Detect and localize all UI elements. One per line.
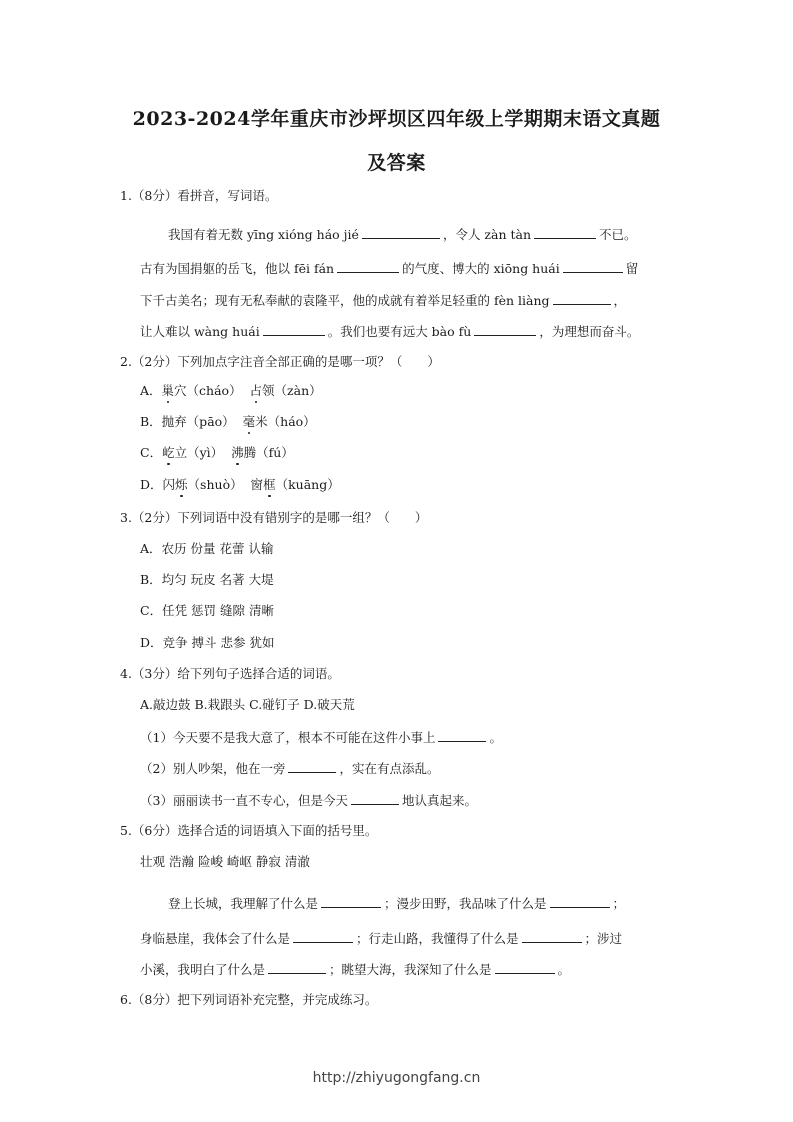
footer-url[interactable]: http://zhiyugongfang.cn [312, 1070, 481, 1086]
answer-blank[interactable] [293, 928, 353, 943]
q1-line4: 让人难以 wàng huái 。我们也要有远大 bào fù ，为理想而奋斗。 [140, 321, 639, 342]
q1-line2: 古有为国捐躯的岳飞，他以 fēi fán 的气度、博大的 xiōng huái 留 [140, 258, 638, 279]
q4-sentence-2: （2）别人吵架，他在一旁 ，实在有点添乱。 [140, 758, 439, 779]
answer-blank[interactable] [288, 758, 336, 773]
q4-options: A.敲边鼓 B.栽跟头 C.碰钉子 D.破天荒 [140, 697, 355, 712]
answer-blank[interactable] [522, 928, 582, 943]
q5-word-bank: 壮观 浩瀚 险峻 崎岖 静寂 清澈 [140, 854, 310, 869]
q3-option-d[interactable]: D．竞争 搏斗 悲参 犹如 [140, 635, 275, 650]
answer-blank[interactable] [263, 321, 325, 336]
q1-line1: 我国有着无数 yīng xióng háo jié ，令人 zàn tàn 不已。 [168, 224, 637, 245]
q1-line3: 下千古美名；现有无私奉献的袁隆平，他的成就有着举足轻重的 fèn liàng ， [140, 290, 626, 311]
q5-line3: 小溪，我明白了什么是 ；眺望大海，我深知了什么是 。 [140, 959, 570, 980]
q4-heading: 4.（3分）给下列句子选择合适的词语。 [120, 666, 340, 681]
dotted-char: 烁 [175, 477, 188, 492]
dotted-char: 沸 [231, 445, 244, 460]
answer-blank[interactable] [351, 790, 399, 805]
dotted-char: 毫 [242, 414, 256, 429]
dotted-char: 巢 [161, 383, 175, 398]
q4-sentence-3: （3）丽丽读书一直不专心，但是今天 地认真起来。 [140, 790, 477, 811]
answer-blank[interactable] [495, 959, 555, 974]
q1-heading: 1.（8分）看拼音，写词语。 [120, 188, 278, 203]
answer-blank[interactable] [534, 224, 596, 239]
q2-option-a[interactable]: A．巢穴（cháo） 占领（zàn） [140, 383, 322, 398]
q2-option-b[interactable]: B．抛弃（pāo） 毫米（háo） [140, 414, 316, 429]
q3-heading: 3.（2分）下列词语中没有错别字的是哪一组？（ ） [120, 510, 428, 525]
answer-blank[interactable] [474, 321, 536, 336]
answer-blank[interactable] [362, 224, 440, 239]
q4-sentence-1: （1）今天要不是我大意了，根本不可能在这件小事上 。 [140, 727, 502, 748]
q5-line1: 登上长城，我理解了什么是 ；漫步田野，我品味了什么是 ； [168, 893, 625, 914]
q2-option-d[interactable]: D．闪烁（shuò） 窗框（kuāng） [140, 477, 340, 492]
dotted-char: 屹 [162, 445, 175, 460]
q6-heading: 6.（8分）把下列词语补充完整，并完成练习。 [120, 992, 378, 1007]
q2-heading: 2.（2分）下列加点字注音全部正确的是哪一项？（ ） [120, 354, 440, 369]
dotted-char: 框 [263, 477, 276, 492]
q5-line2: 身临悬崖，我体会了什么是 ；行走山路，我懂得了什么是 ；涉过 [140, 928, 622, 949]
answer-blank[interactable] [550, 893, 610, 908]
answer-blank[interactable] [268, 959, 326, 974]
answer-blank[interactable] [337, 258, 399, 273]
answer-blank[interactable] [321, 893, 381, 908]
dotted-char: 占 [249, 383, 263, 398]
q2-option-c[interactable]: C．屹立（yì） 沸腾（fú） [140, 445, 294, 460]
q5-heading: 5.（6分）选择合适的词语填入下面的括号里。 [120, 823, 378, 838]
q3-option-a[interactable]: A．农历 份量 花蕾 认输 [140, 541, 274, 556]
answer-blank[interactable] [553, 290, 611, 305]
q3-option-c[interactable]: C．任凭 惩罚 缝隙 清晰 [140, 603, 274, 618]
q3-option-b[interactable]: B．均匀 玩皮 名著 大堤 [140, 572, 274, 587]
document-title-line2: 及答案 [367, 152, 426, 174]
answer-blank[interactable] [563, 258, 623, 273]
document-title-line1: 2023-2024学年重庆市沙坪坝区四年级上学期期末语文真题 [132, 108, 661, 130]
answer-blank[interactable] [438, 727, 486, 742]
